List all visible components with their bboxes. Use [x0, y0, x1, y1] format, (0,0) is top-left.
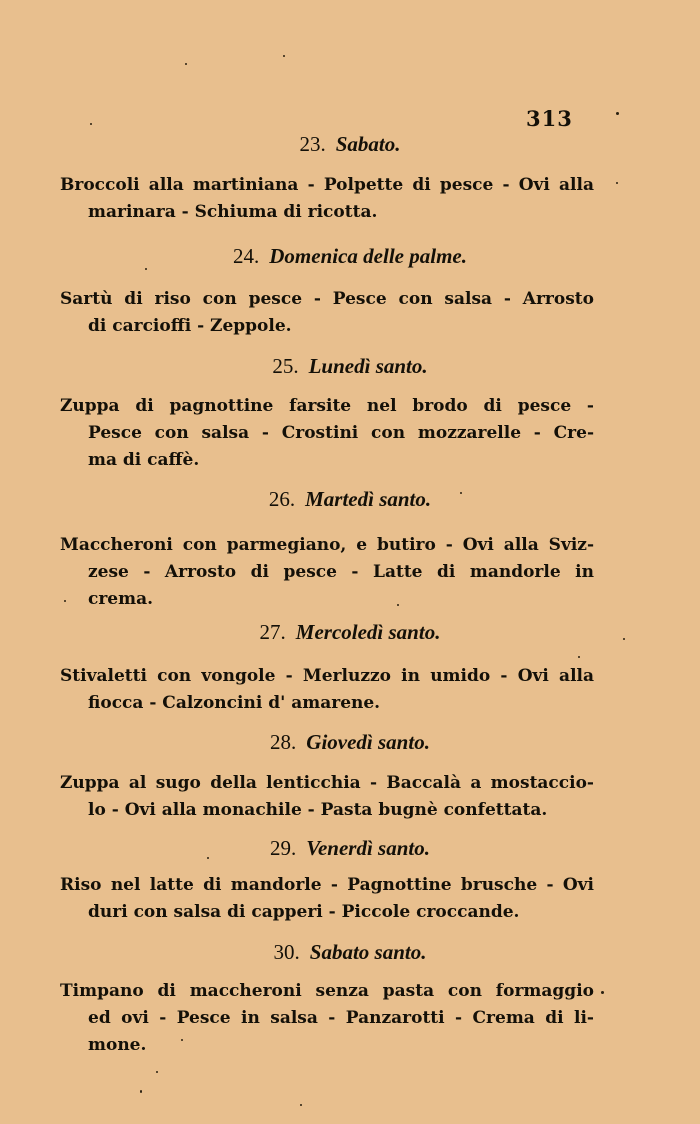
entry-menu-25 — [60, 393, 594, 474]
entry-menu-27 — [60, 663, 594, 717]
menu-line: Pesce con salsa - Crostini con mozzarelle - Cre- — [88, 423, 594, 443]
menu-line: Maccheroni con parmegiano, e butiro - Ovi alla Sviz- — [60, 535, 594, 555]
menu-line: lo - Ovi alla monachile - Pasta bugnè confettata. — [88, 800, 548, 820]
entry-menu-26 — [60, 532, 594, 613]
entry-number: 27. — [259, 620, 286, 644]
entry-number: 25. — [272, 354, 299, 378]
entry-menu-30 — [60, 978, 594, 1059]
entry-header-23 — [0, 132, 700, 157]
entry-number: 29. — [270, 836, 297, 860]
print-speck — [156, 1071, 158, 1073]
entry-day: Domenica delle palme. — [269, 244, 467, 268]
menu-line: fiocca - Calzoncini d' amarene. — [88, 693, 381, 713]
entry-day: Venerdì santo. — [306, 836, 430, 860]
print-speck — [283, 55, 285, 57]
menu-line: zese - Arrosto di pesce - Latte di mandorle in — [88, 562, 594, 582]
page-number: 313 — [526, 106, 573, 131]
print-speck — [90, 123, 92, 125]
entry-menu-28 — [60, 770, 594, 824]
print-speck — [145, 268, 147, 270]
entry-header-26 — [0, 487, 700, 512]
menu-line: Timpano di maccheroni senza pasta con formaggio — [60, 981, 594, 1001]
entry-header-28 — [0, 730, 700, 755]
menu-line: ma di caffè. — [88, 450, 200, 470]
entry-number: 23. — [299, 132, 326, 156]
entry-number: 28. — [270, 730, 297, 754]
entry-day: Lunedì santo. — [308, 354, 428, 378]
entry-day: Sabato. — [335, 132, 401, 156]
entry-menu-24 — [60, 286, 594, 340]
print-speck — [616, 112, 619, 115]
menu-line: Stivaletti con vongole - Merluzzo in umido - Ovi alla — [60, 666, 594, 686]
entry-number: 24. — [233, 244, 260, 268]
print-speck — [207, 857, 209, 859]
entry-day: Sabato santo. — [309, 940, 427, 964]
menu-line: Broccoli alla martiniana - Polpette di pesce - Ovi alla — [60, 175, 594, 195]
menu-line: ed ovi - Pesce in salsa - Panzarotti - Crema di li- — [88, 1008, 594, 1028]
print-speck — [616, 182, 618, 184]
entry-number: 26. — [268, 487, 296, 511]
entry-day: Mercoledì santo. — [295, 620, 441, 644]
print-speck — [397, 604, 399, 606]
entry-header-24 — [0, 244, 700, 269]
print-speck — [140, 1090, 142, 1093]
entry-day: Giovedì santo. — [306, 730, 430, 754]
entry-day: Martedì santo. — [305, 487, 432, 511]
menu-line: Riso nel latte di mandorle - Pagnottine brusche - Ovi — [60, 875, 594, 895]
print-speck — [185, 63, 187, 65]
entry-header-27 — [0, 620, 700, 645]
menu-line: duri con salsa di capperi - Piccole croccande. — [88, 902, 520, 922]
print-speck — [64, 600, 66, 602]
menu-line: di carcioffi - Zeppole. — [88, 316, 292, 336]
print-speck — [460, 492, 462, 494]
menu-line: Sartù di riso con pesce - Pesce con salsa - Arrosto — [60, 289, 594, 309]
entry-number: 30. — [273, 940, 300, 964]
print-speck — [300, 1104, 302, 1106]
print-speck — [623, 638, 625, 640]
menu-line: mone. — [88, 1035, 147, 1055]
menu-line: Zuppa al sugo della lenticchia - Baccalà a mostacciо- — [60, 773, 594, 793]
entry-menu-29 — [60, 872, 594, 926]
entry-header-25 — [0, 354, 700, 379]
menu-line: crema. — [88, 589, 154, 609]
entry-menu-23 — [60, 172, 594, 226]
print-speck — [578, 656, 580, 658]
entry-header-30 — [0, 940, 700, 965]
entry-header-29 — [0, 836, 700, 861]
menu-line: Zuppa di pagnottine farsite nel brodo di pesce - — [60, 396, 594, 416]
print-speck — [601, 991, 604, 994]
menu-line: marinara - Schiuma di ricotta. — [88, 202, 378, 222]
print-speck — [181, 1039, 183, 1041]
